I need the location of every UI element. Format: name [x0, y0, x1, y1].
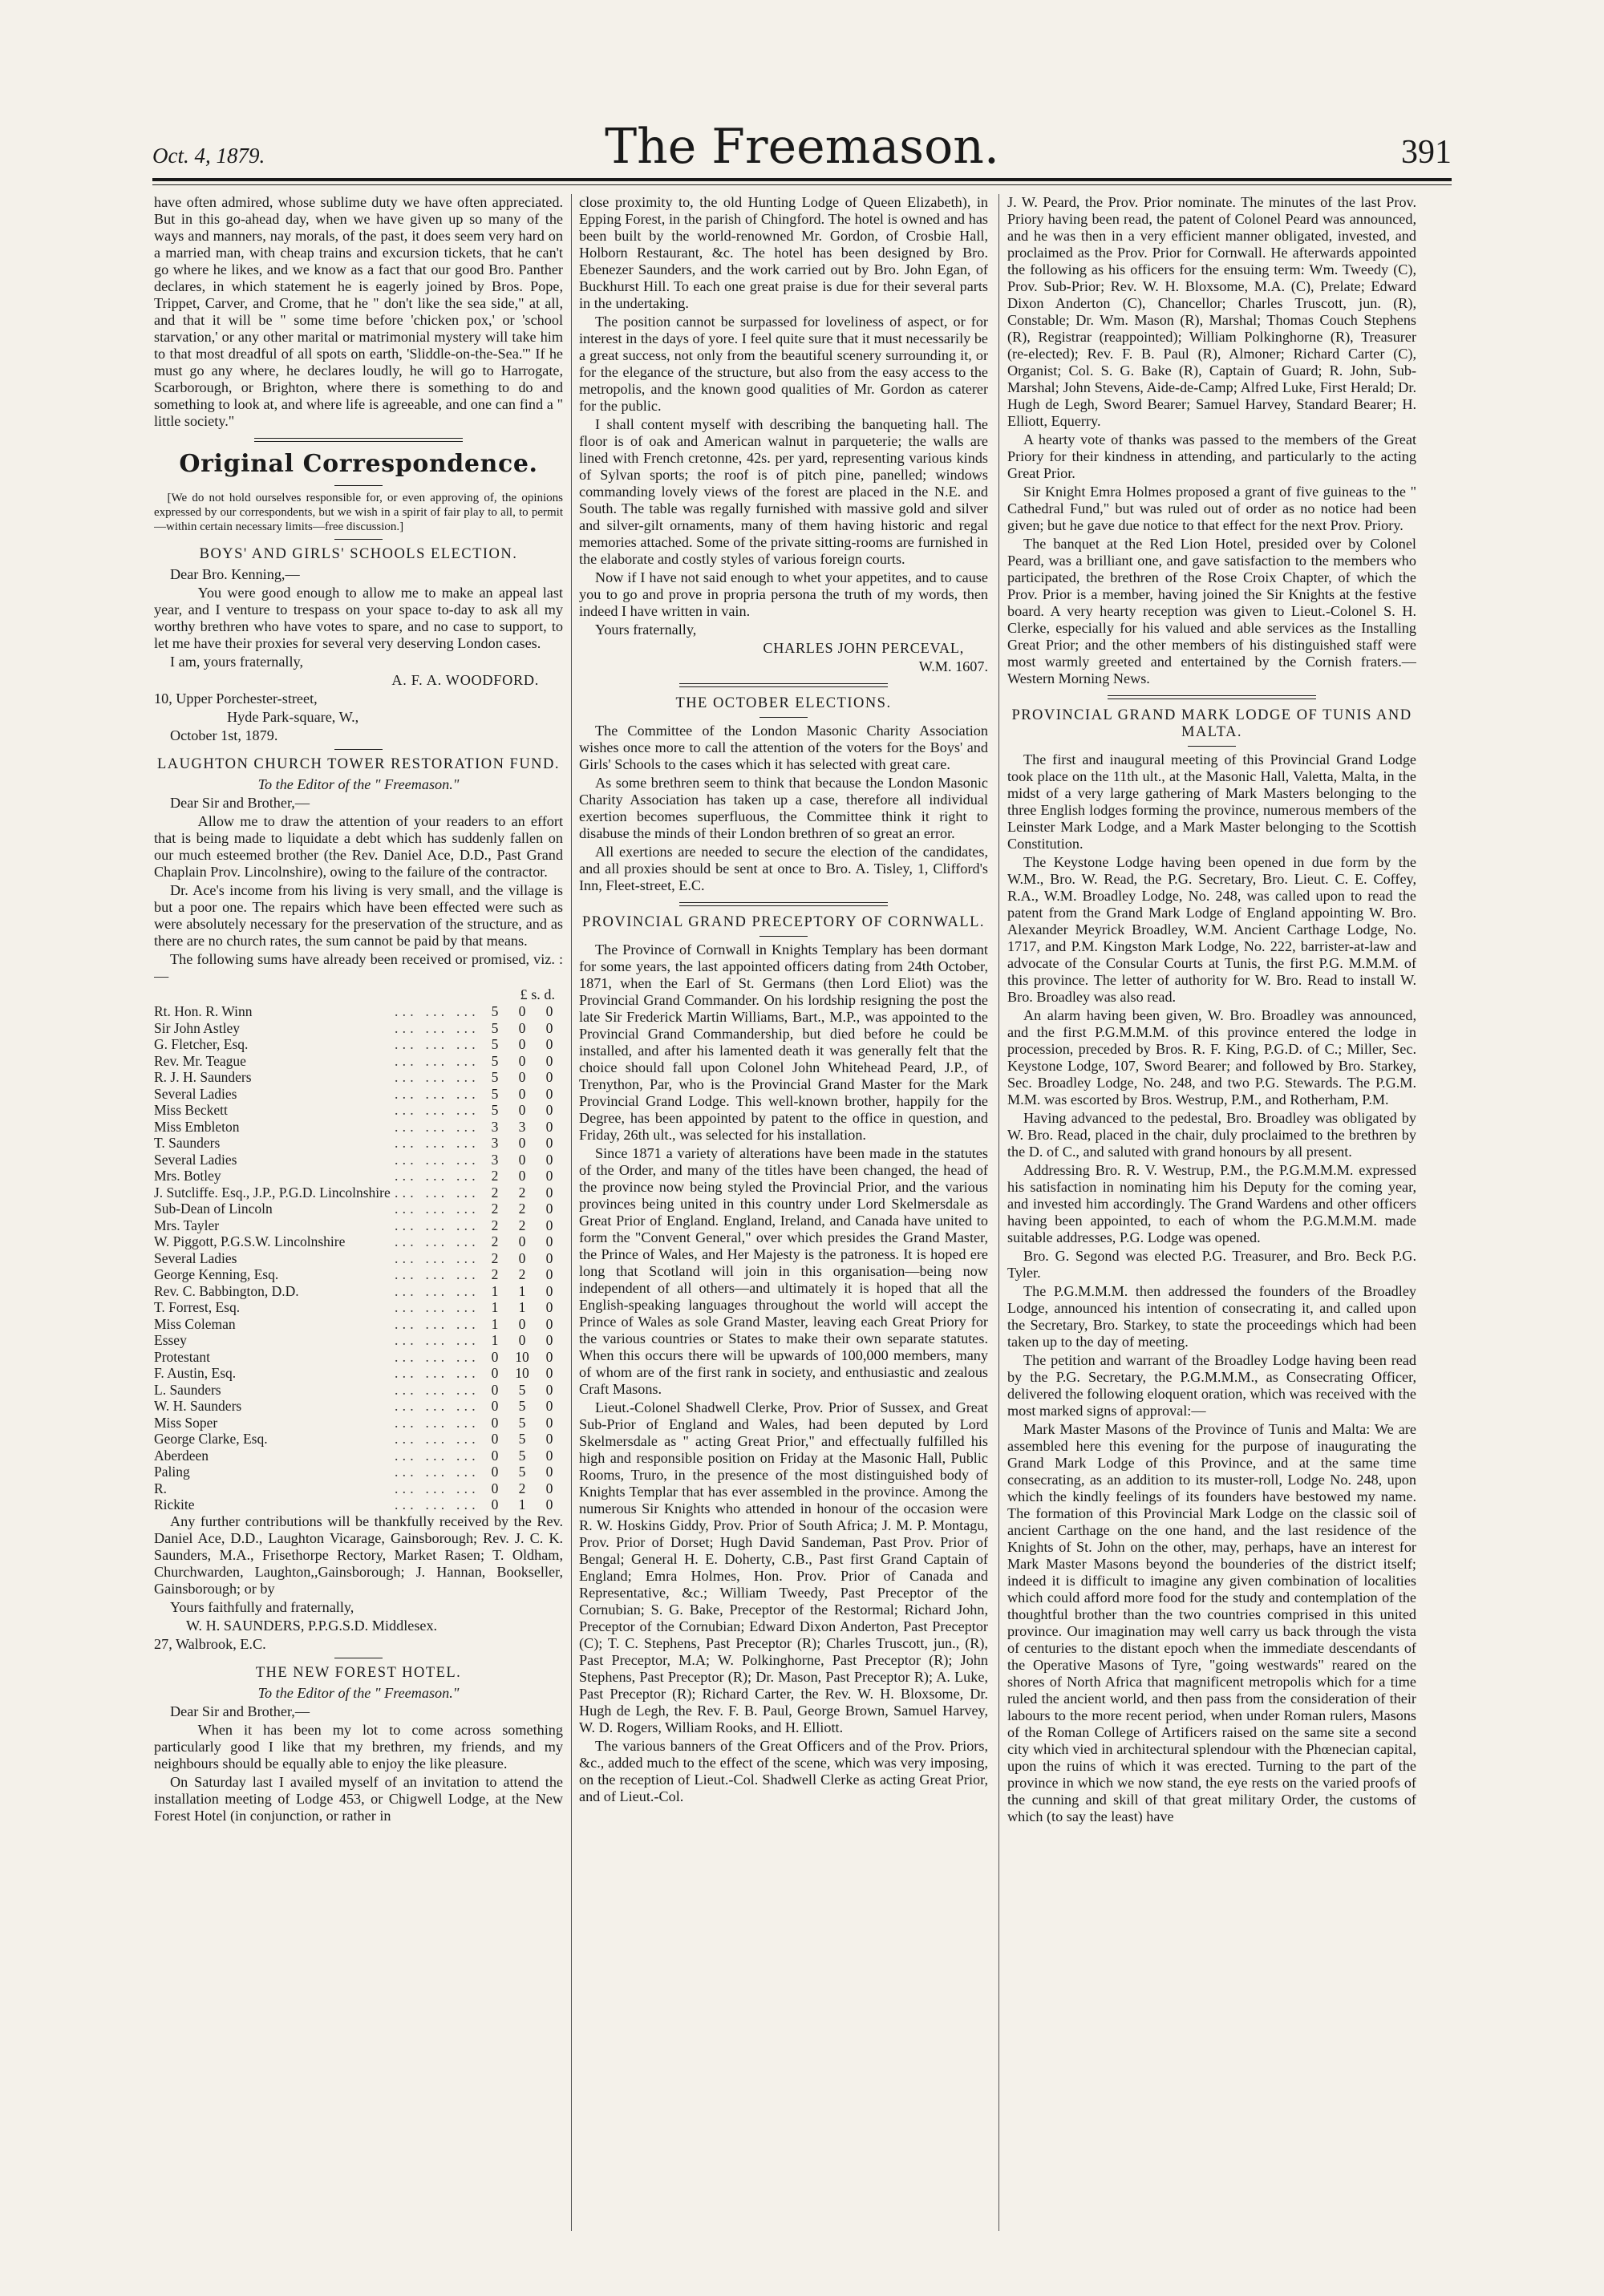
subscriber-name: T. Forrest, Esq.: [154, 1299, 241, 1315]
subscriber-name: Miss Coleman: [154, 1315, 236, 1332]
amount-shillings: 0: [518, 1085, 526, 1102]
subscriber-name: T. Saunders: [154, 1135, 221, 1151]
amount-pence: 0: [545, 1201, 553, 1217]
subscription-row: [154, 1069, 563, 1086]
amount-pence: 0: [545, 1249, 553, 1266]
masthead-rule: [152, 178, 1452, 181]
subscriber-name: Miss Embleton: [154, 1118, 240, 1135]
leader-dots: ... ... ...: [395, 1135, 480, 1151]
amount-pence: 0: [545, 1184, 553, 1201]
leader-dots: ... ... ...: [395, 1398, 480, 1414]
leader-dots: ... ... ...: [395, 1480, 480, 1496]
amount-shillings: 1: [518, 1282, 526, 1299]
amount-pounds: 1: [491, 1315, 499, 1332]
subscriber-name: Essey: [154, 1332, 187, 1348]
short-rule: [334, 485, 383, 486]
article-body: The Keystone Lodge having been opened in due form by the W.M., Bro. W. Read, the P.G. Secretary, Bro. Lieut. C. E. Coffey, R.A., W.M. Broadley Lodge, No. 248, was called upon to read the patent from the Grand Mark Lodge of England appointing W. Bro. Alexander Meyrick Broadley, W.M. Ancient Carthage Lodge, No. 1717, and P.M. Kingston Mark Lodge, No. 222, barrister-at-law and advocate of the Consular Courts at Tunis, the first P.G. M.M.M. of this province. The letter of authority for W. Bro. Read to install W. Bro. Broadley was also read.: [1007, 854, 1416, 1005]
subscription-row: [154, 1480, 563, 1497]
letter-body: Now if I have not said enough to whet your appetites, and to cause you to go and prove in propria persona the truth of my words, then indeed I have written in vain.: [579, 569, 988, 619]
subscription-row: [154, 1496, 563, 1513]
amount-pounds: 0: [491, 1348, 499, 1365]
short-rule: [759, 936, 808, 937]
amount-pounds: 2: [491, 1233, 499, 1249]
newspaper-title: The Freemason.: [605, 119, 999, 175]
column-divider: [571, 194, 572, 2231]
letter-body: On Saturday last I availed myself of an invitation to attend the installation meeting of Lodge 453, or Chigwell Lodge, at the New Forest Hotel (in conjunction, or rather in: [154, 1773, 563, 1824]
leader-dots: ... ... ...: [395, 1233, 480, 1249]
subscription-row: [154, 1233, 563, 1250]
amount-shillings: 0: [518, 1069, 526, 1085]
amount-pounds: 3: [491, 1151, 499, 1168]
leader-dots: ... ... ...: [395, 1052, 480, 1069]
letter-heading: BOYS' AND GIRLS' SCHOOLS ELECTION.: [199, 546, 518, 562]
subscription-row: [154, 1003, 563, 1020]
amount-pence: 0: [545, 1282, 553, 1299]
article-body: Sir Knight Emra Holmes proposed a grant of five guineas to the " Cathedral Fund," but was ruled out of order as no notice had been given; but he gave due notice to that effect for the next Prov. Priory.: [1007, 484, 1416, 533]
amount-pence: 0: [545, 1496, 553, 1512]
short-rule: [334, 749, 383, 750]
subscription-row: [154, 1036, 563, 1053]
amount-pounds: 0: [491, 1480, 499, 1496]
amount-pence: 0: [545, 1315, 553, 1332]
amount-pounds: 0: [491, 1381, 499, 1398]
leader-dots: ... ... ...: [395, 1019, 480, 1036]
subscription-row: [154, 1365, 563, 1382]
letter-salutation: Dear Sir and Brother,—: [170, 1703, 310, 1719]
subscriber-name: Protestant: [154, 1348, 210, 1365]
amount-pounds: 1: [491, 1282, 499, 1299]
amount-shillings: 1: [518, 1496, 526, 1512]
amount-shillings: 0: [518, 1332, 526, 1348]
amount-pounds: 3: [491, 1135, 499, 1151]
subscription-row: [154, 1168, 563, 1184]
amount-shillings: 0: [518, 1102, 526, 1118]
amount-pence: 0: [545, 1102, 553, 1118]
amount-pounds: 0: [491, 1447, 499, 1464]
subscription-row: [154, 1398, 563, 1415]
article-body: Addressing Bro. R. V. Westrup, P.M., the P.G.M.M.M. expressed his satisfaction in nominating him his Deputy for the coming year, and invested him accordingly. The Grand Wardens and other officers having been appointed, to each of whom the P.G.M.M.M. made suitable addresses, P.G. Lodge was opened.: [1007, 1162, 1416, 1245]
subscriber-name: Miss Soper: [154, 1414, 218, 1431]
amount-pounds: 5: [491, 1052, 499, 1069]
amount-pounds: 0: [491, 1398, 499, 1414]
amount-shillings: 2: [518, 1480, 526, 1496]
amount-shillings: 5: [518, 1398, 526, 1414]
letter-editor-line: To the Editor of the " Freemason.": [257, 776, 460, 792]
amount-pounds: 5: [491, 1019, 499, 1036]
letter-signature: W. H. SAUNDERS, P.P.G.S.D. Middlesex.: [186, 1617, 438, 1634]
amount-shillings: 5: [518, 1464, 526, 1480]
short-rule: [334, 539, 383, 540]
leader-dots: ... ... ...: [395, 1464, 480, 1480]
letter-closing: Yours fraternally,: [595, 622, 697, 638]
page-number: 391: [1401, 134, 1452, 171]
letter-body: The position cannot be surpassed for loveliness of aspect, or for interest in the days of yore. I feel quite sure that it must necessarily be a great success, not only from the beautiful scenery surrounding it, or for the elegance of the structure, but also from the easy access to the metropolis, and the known good qualities of Mr. Gordon as caterer for the public.: [579, 314, 988, 414]
short-rule: [1188, 746, 1236, 747]
amount-shillings: 10: [515, 1348, 529, 1365]
subscriber-name: Rickite: [154, 1496, 195, 1512]
amount-shillings: 0: [518, 1003, 526, 1019]
section-rule: [254, 438, 463, 442]
subscriber-name: W. Piggott, P.G.S.W. Lincolnshire: [154, 1233, 346, 1249]
article-body: The Province of Cornwall in Knights Templary has been dormant for some years, the last appointed officers dating from 24th October, 1871, when the Earl of St. Germans (then Lord Eliot) was the Provincial Grand Commander. On his lordship resigning the post the late Sir Frederick Martin Williams, Bart., M.P., was appointed to the Provincial Grand Commandership, but died before he could be installed, and after his lamented death it was generally felt that the choice should fall upon Colonel John Whitehead Peard, J.P., of Trenython, Par, who is the Provincial Grand Master for the Mark Provincial Grand Lodge. This well-known brother, happily for the Degree, has been appointed by patent to the office in question, and Friday, 26th ult., was selected for his installation.: [579, 941, 988, 1143]
letter-body: Allow me to draw the attention of your readers to an effort that is being made to liquidate a debt which has suddenly fallen on our much esteemed brother (the Rev. Daniel Ace, D.D., Past Grand Chaplain Prov. Lincolnshire), owing to the failure of the contractor.: [154, 813, 563, 880]
amount-pounds: 2: [491, 1266, 499, 1282]
letter-signature: A. F. A. WOODFORD.: [391, 672, 539, 688]
article-body: The petition and warrant of the Broadley Lodge having been read by the P.G. Secretary, the P.G.M.M.M., as Consecrating Officer, delivered the following eloquent oration, which was received with the most marked signs of approval:—: [1007, 1352, 1416, 1419]
subscriber-name: L. Saunders: [154, 1381, 221, 1398]
amount-shillings: 2: [518, 1184, 526, 1201]
amount-shillings: 10: [515, 1365, 529, 1381]
amount-pence: 0: [545, 1398, 553, 1414]
article-body: The banquet at the Red Lion Hotel, presided over by Colonel Peard, was a brilliant one, and gave satisfaction to the members who participated, the brethren of the Rose Croix Chapter, of which the Prov. Prior is a member, having joined the Sir Knights at the festive board. A very hearty reception was given to Lieut.-Colonel S. H. Clerke, especially for his valued and able services as the Installing Great Prior; and the other members of his distinguished staff were most warmly greeted and entertained by the Cornish fraters.—Western Morning News.: [1007, 536, 1416, 686]
letter-body: Dr. Ace's income from his living is very small, and the village is but a poor one. The repairs which have been effected were such as were absolutely necessary for the preservation of the structure, and as there are no church rates, the sum cannot be paid by that means.: [154, 882, 563, 949]
subscriber-name: Several Ladies: [154, 1151, 237, 1168]
amount-shillings: 5: [518, 1381, 526, 1398]
leader-dots: ... ... ...: [395, 1069, 480, 1085]
subscription-row: [154, 1415, 563, 1431]
article-heading: PROVINCIAL GRAND PRECEPTORY OF CORNWALL.: [581, 914, 986, 930]
leader-dots: ... ... ...: [395, 1414, 480, 1431]
masthead: [152, 112, 1452, 176]
leader-dots: ... ... ...: [395, 1036, 480, 1052]
subscriber-name: George Kenning, Esq.: [154, 1266, 279, 1282]
article-body: Since 1871 a variety of alterations have been made in the statutes of the Order, and many of the titles have been changed, the head of the province now being styled the Provincial Prior, and the various provinces being united in this country under Lord Skelmersdale as Great Prior of England. England, Ireland, and Canada have united to form the "Convent General," over which presides the Grand Master, the Prince of Wales, and Her Majesty is the patroness. It is hoped ere long that Scotland will join in this organisation—being now independent of all others—and ultimately it is hoped that all the English-speaking languages throughout the world will accept the Prince of Wales as sole Grand Master, leaving each Great Priory for the various countries or States to make their own separate statutes. When this occurs there will be upwards of 100,000 members, many of whom are of the first rank in society, and enthusiastic and zealous Craft Masons.: [579, 1145, 988, 1397]
letter-closing: Yours faithfully and fraternally,: [170, 1598, 354, 1615]
amount-pounds: 5: [491, 1003, 499, 1019]
subscription-row: [154, 1316, 563, 1333]
amount-pounds: 3: [491, 1118, 499, 1135]
subscriber-name: J. Sutcliffe. Esq., J.P., P.G.D. Lincolnshire: [154, 1184, 391, 1201]
leader-dots: ... ... ...: [395, 1184, 480, 1201]
subscriber-name: Sub-Dean of Lincoln: [154, 1201, 273, 1217]
amount-shillings: 5: [518, 1447, 526, 1464]
article-heading: THE OCTOBER ELECTIONS.: [675, 695, 892, 711]
subscriber-name: Sir John Astley: [154, 1019, 240, 1036]
letter-salutation: Dear Sir and Brother,—: [170, 795, 310, 811]
amount-pence: 0: [545, 1480, 553, 1496]
article-body: As some brethren seem to think that because the London Masonic Charity Association has taken up a case, therefore all individual exertion becomes superfluous, the Committee think it right to disabuse the minds of their London brethren of so great an error.: [579, 775, 988, 841]
section-rule: [679, 902, 888, 906]
amount-pence: 0: [545, 1365, 553, 1381]
amount-pounds: 0: [491, 1496, 499, 1512]
article-body: The first and inaugural meeting of this Provincial Grand Lodge took place on the 11th ult., at the Masonic Hall, Valetta, Malta, in the midst of a very large gathering of Mark Masters belonging to the three English lodges forming the province, numerous members of the Leinster Mark Lodge, and a Mark Master belonging to the Scottish Constitution.: [1007, 751, 1416, 852]
amount-pence: 0: [545, 1135, 553, 1151]
subscription-list: [154, 1003, 563, 1513]
amount-pounds: 2: [491, 1184, 499, 1201]
leader-dots: ... ... ...: [395, 1201, 480, 1217]
article-body: Mark Master Masons of the Province of Tunis and Malta: We are assembled here this evening for the purpose of inaugurating the Grand Mark Lodge of this Province, and at the same time consecrating, as an addition to its muster-roll, Lodge No. 248, upon which the kindly feelings of its founders have bestowed my name. The formation of this Provincial Mark Lodge on the classic soil of ancient Carthage on the one hand, and the last residence of the Knights of St. John on the other, may, perhaps, have an interest for Mark Master Masons beyond the bounderies of the district itself; indeed it is difficult to imagine any given combination of localities which could afford more food for the study and contemplation of the thoughtful brother than the two countries comprised in this united province. Our imagination may well carry us back through the vista of centuries to the distant epoch when the immediate descendants of the Operative Masons of Tyre, "going westwards" reared on the shores of North Africa that magnificent metropolis which for a time ruled the ancient world, and then pass from the consideration of their labours to the more recent period, when under Roman rulers, Masons of the Roman College of Artificers raised on the same site a second city which vied in architectural splendour with the Phœnecian capital, upon the ruins of which it was erected. Turning to the part of the province in which we now stand, the eye rests on the varied proofs of the cunning and skill of that great military Order, the customs of which (to say the least) have: [1007, 1421, 1416, 1824]
amount-shillings: 0: [518, 1052, 526, 1069]
amount-pence: 0: [545, 1266, 553, 1282]
subscription-row: [154, 1217, 563, 1234]
leader-dots: ... ... ...: [395, 1447, 480, 1464]
subscription-row: [154, 1201, 563, 1217]
letter-heading: LAUGHTON CHURCH TOWER RESTORATION FUND.: [157, 756, 560, 772]
amount-shillings: 0: [518, 1036, 526, 1052]
amount-pounds: 1: [491, 1299, 499, 1315]
subscription-row: [154, 1053, 563, 1070]
letter-address: 10, Upper Porchester-street,: [154, 690, 318, 707]
article-body: Having advanced to the pedestal, Bro. Broadley was obligated by W. Bro. Read, placed in the chair, duly proclaimed to the brethren by the D. of C., and saluted with grand honours by all present.: [1007, 1110, 1416, 1160]
amount-pence: 0: [545, 1217, 553, 1233]
amount-pounds: 1: [491, 1332, 499, 1348]
leader-dots: ... ... ...: [395, 1102, 480, 1118]
amount-pence: 0: [545, 1003, 553, 1019]
column-1: [154, 194, 563, 2231]
leader-dots: ... ... ...: [395, 1365, 480, 1381]
amount-pounds: 5: [491, 1085, 499, 1102]
amount-pence: 0: [545, 1332, 553, 1348]
amount-pence: 0: [545, 1019, 553, 1036]
article-body: The various banners of the Great Officers and of the Prov. Priors, &c., added much to the effect of the scene, which was very imposing, on the reception of Lieut.-Col. Shadwell Clerke as acting Great Prior, and of Lieut.-Col.: [579, 1738, 988, 1804]
amount-pounds: 5: [491, 1069, 499, 1085]
subscription-row: [154, 1299, 563, 1316]
amount-shillings: 5: [518, 1414, 526, 1431]
original-correspondence-heading: Original Correspondence.: [179, 450, 538, 478]
letter-heading: THE NEW FOREST HOTEL.: [255, 1664, 462, 1681]
leader-dots: ... ... ...: [395, 1217, 480, 1233]
article-body: Lieut.-Colonel Shadwell Clerke, Prov. Prior of Sussex, and Great Sub-Prior of England and Wales, had been deputed by Lord Skelmersdale as " acting Great Prior," and effectually fulfilled his high and responsible position on Friday at the Masonic Hall, Public Rooms, Truro, in the presence of the most distinguished body of Knights Templar that has ever assembled in the province. Among the numerous Sir Knights who attended in honour of the occasion were R. W. Hoskins Giddy, Prov. Prior of South Africa; J. M. P. Montagu, Prov. Prior of Dorset; Hugh David Sandeman, Past Prov. Prior of Bengal; General H. E. Doherty, C.B., Past first Grand Captain of England; Emra Holmes, Hon. Prov. Prior of Canada and Representative, &c.; William Tweedy, Past Preceptor of the Cornubian; S. G. Bake, Preceptor of the Restormal; Richard John, Preceptor of the Cornubian; Edward Dixon Anderton, Past Preceptor (C); T. C. Stephens, Past Preceptor (R); Charles Truscott, jun., (R), Past Preceptor, M.A; W. Polkinghorne, Past Preceptor (R); John Stephens, Past Preceptor (R); Dr. Mason, Past Preceptor R); A. Luke, Past Preceptor (R); Richard Carter, the Rev. W. H. Bloxsome, Dr. Hugh de Legh, the Rev. F. B. Paul, George Brown, Samuel Harvey, W. D. Rogers, William Rooks, and H. Elliott.: [579, 1399, 988, 1735]
amount-pence: 0: [545, 1069, 553, 1085]
article-body: An alarm having been given, W. Bro. Broadley was announced, and the first P.G.M.M.M. of this province entered the lodge in procession, preceded by Bros. R. F. King, P.G.D. of C.; Miller, Sec. Keystone Lodge, 107, Sword Bearer; and followed by Bro. Starkey, Sec. Broadley Lodge, No. 248, and two P.G. Stewards. The P.G.M. M.M. was escorted by Bros. Westrup, P.M., and Rotherham, P.M.: [1007, 1007, 1416, 1108]
subscription-row: [154, 1086, 563, 1103]
leader-dots: ... ... ...: [395, 1249, 480, 1266]
section-rule: [679, 683, 888, 687]
currency-header: £ s. d.: [520, 986, 555, 1002]
amount-pounds: 2: [491, 1201, 499, 1217]
article-body: The Committee of the London Masonic Charity Association wishes once more to call the attention of the voters for the Boys' and Girls' Schools to the cases which it has selected with great care.: [579, 723, 988, 772]
leader-dots: ... ... ...: [395, 1266, 480, 1282]
amount-pounds: 0: [491, 1464, 499, 1480]
amount-pounds: 2: [491, 1168, 499, 1184]
leader-dots: ... ... ...: [395, 1496, 480, 1512]
column-divider: [998, 194, 999, 2231]
amount-pence: 0: [545, 1168, 553, 1184]
amount-pounds: 0: [491, 1414, 499, 1431]
letter-address: 27, Walbrook, E.C.: [154, 1635, 266, 1652]
amount-shillings: 1: [518, 1299, 526, 1315]
amount-pence: 0: [545, 1052, 553, 1069]
column-3: [1007, 194, 1416, 2231]
subscription-row: [154, 1349, 563, 1366]
amount-pounds: 2: [491, 1249, 499, 1266]
letter-editor-line: To the Editor of the " Freemason.": [257, 1684, 460, 1701]
amount-pounds: 5: [491, 1036, 499, 1052]
subscriber-name: Rev. Mr. Teague: [154, 1052, 246, 1069]
amount-pence: 0: [545, 1085, 553, 1102]
subscriber-name: G. Fletcher, Esq.: [154, 1036, 249, 1052]
amount-pence: 0: [545, 1151, 553, 1168]
amount-shillings: 3: [518, 1118, 526, 1135]
leader-dots: ... ... ...: [395, 1315, 480, 1332]
section-rule: [1108, 695, 1316, 699]
subscription-row: [154, 1102, 563, 1119]
amount-shillings: 2: [518, 1217, 526, 1233]
letter-body: The following sums have already been received or promised, viz. :—: [154, 951, 563, 984]
leader-dots: ... ... ...: [395, 1003, 480, 1019]
letter-body: When it has been my lot to come across something particularly good I like that my brethren, my friends, and my neighbours should be equally able to enjoy the like pleasure.: [154, 1721, 563, 1772]
issue-date: Oct. 4, 1879.: [152, 144, 265, 168]
amount-pence: 0: [545, 1299, 553, 1315]
editorial-disclaimer: [We do not hold ourselves responsible for, or even approving of, the opinions expressed by our correspondents, but we wish in a spirit of fair play to all, to permit—within certain necessary limits—free discussion.]: [154, 492, 563, 533]
leader-dots: ... ... ...: [395, 1151, 480, 1168]
amount-shillings: 0: [518, 1315, 526, 1332]
amount-pence: 0: [545, 1348, 553, 1365]
leader-dots: ... ... ...: [395, 1085, 480, 1102]
amount-pence: 0: [545, 1381, 553, 1398]
amount-shillings: 0: [518, 1151, 526, 1168]
leader-dots: ... ... ...: [395, 1381, 480, 1398]
amount-pence: 0: [545, 1464, 553, 1480]
subscriber-name: R. J. H. Saunders: [154, 1069, 252, 1085]
amount-shillings: 0: [518, 1168, 526, 1184]
amount-shillings: 5: [518, 1431, 526, 1447]
article-body: A hearty vote of thanks was passed to the members of the Great Priory for their kindness in attending, and particularly to the acting Great Prior.: [1007, 431, 1416, 481]
amount-shillings: 2: [518, 1201, 526, 1217]
subscription-row: [154, 1448, 563, 1464]
amount-pounds: 0: [491, 1365, 499, 1381]
amount-shillings: 0: [518, 1019, 526, 1036]
subscription-row: [154, 1135, 563, 1152]
column-2: [579, 194, 988, 2231]
subscription-row: [154, 1020, 563, 1037]
subscription-row: [154, 1382, 563, 1399]
letter-date: October 1st, 1879.: [170, 727, 278, 743]
article-body: The P.G.M.M.M. then addressed the founders of the Broadley Lodge, announced his intention of consecrating it, and called upon the Secretary, Bro. Starkey, to state the proceedings which had been taken up to the day of meeting.: [1007, 1283, 1416, 1350]
leader-dots: ... ... ...: [395, 1118, 480, 1135]
subscriber-name: George Clarke, Esq.: [154, 1431, 268, 1447]
subscriber-name: Miss Beckett: [154, 1102, 228, 1118]
subscription-row: [154, 1184, 563, 1201]
amount-pence: 0: [545, 1233, 553, 1249]
article-body: J. W. Peard, the Prov. Prior nominate. The minutes of the last Prov. Priory having been read, the patent of Colonel Peard was announced, and he was then in a very efficient manner obligated, invested, and proclaimed as the Prov. Prior for Cornwall. He afterwards appointed the following as his officers for the ensuing term: Wm. Tweedy (C), Prov. Sub-Prior; Rev. W. H. Bloxsome, M.A. (C), Prelate; Edward Dixon Anderton (C), Chancellor; Charles Truscott, jun. (R), Constable; Dr. Wm. Mason (R), Marshal; Thomas Couch Stephens (R), Registrar (reappointed); William Polkinghorne (R), Treasurer (re-elected); Rev. F. B. Paul (R), Almoner; Richard Carter (C), Organist; Col. S. G. Bake (R), Captain of Guard; R. John, Sub-Marshal; John Stevens, Aide-de-Camp; Alfred Luke, First Herald; Dr. Hugh de Legh, Sword Bearer; Samuel Harvey, Standard Bearer; H. Elliott, Equerry.: [1007, 194, 1416, 429]
masthead-rule-thin: [152, 184, 1452, 185]
amount-pence: 0: [545, 1431, 553, 1447]
subscriber-name: Rev. C. Babbington, D.D.: [154, 1282, 299, 1299]
letter-salutation: Dear Bro. Kenning,—: [170, 566, 300, 582]
amount-pence: 0: [545, 1118, 553, 1135]
letter-body: close proximity to, the old Hunting Lodge of Queen Elizabeth), in Epping Forest, in the parish of Chingford. The hotel is owned and has been built by the world-renowned Mr. Gordon, of Crosbie Hall, Holborn Restaurant, &c. The hotel has been designed by Bro. Ebenezer Saunders, and the work carried out by Bro. John Egan, of Buckhurst Hill. To each one great praise is due for their several parts in the undertaking.: [579, 194, 988, 311]
article-continuation: have often admired, whose sublime duty we have often appreciated. But in this go-ahead day, when we have given up so many of the ways and manners, nay morals, of the past, it does seem very hard on a married man, with cheap trains and excursion tickets, that he can't go where he likes, and we know as a fact that our good Bro. Panther declares, in which statement he is eagerly joined by Bros. Pope, Trippet, Carver, and Crome, that he " don't like the sea side," at all, and that it will be " some time before 'chicken pox,' or 'school starvation,' or any other marital or matrimonial mystery will take him to that most dreadful of all spots on earth, 'Sliddle-on-the-Sea.'" If he must go any where, he declares loudly, he will go to Harrogate, Scarborough, or Brighton, where there is something to do and something to look at, and where life is agreeable, and one can find a " little society.": [154, 194, 563, 429]
amount-pounds: 0: [491, 1431, 499, 1447]
article-body: Bro. G. Segond was elected P.G. Treasurer, and Bro. Beck P.G. Tyler.: [1007, 1248, 1416, 1281]
leader-dots: ... ... ...: [395, 1168, 480, 1184]
subscriber-name: Mrs. Botley: [154, 1168, 221, 1184]
leader-dots: ... ... ...: [395, 1431, 480, 1447]
subscriber-name: Several Ladies: [154, 1085, 237, 1102]
leader-dots: ... ... ...: [395, 1332, 480, 1348]
letter-signature: W.M. 1607.: [918, 658, 988, 674]
amount-pounds: 2: [491, 1217, 499, 1233]
letter-signature: CHARLES JOHN PERCEVAL,: [763, 640, 964, 656]
amount-pence: 0: [545, 1447, 553, 1464]
amount-shillings: 0: [518, 1135, 526, 1151]
amount-shillings: 0: [518, 1233, 526, 1249]
subscriber-name: Aberdeen: [154, 1447, 209, 1464]
amount-shillings: 0: [518, 1249, 526, 1266]
amount-shillings: 2: [518, 1266, 526, 1282]
letter-body: You were good enough to allow me to make an appeal last year, and I venture to trespass on your space to-day to ask all my worthy brethren who have votes to spare, and no case to support, to let me have their proxies for several very deserving London cases.: [154, 585, 563, 651]
subscription-row: [154, 1464, 563, 1480]
article-heading: PROVINCIAL GRAND MARK LODGE OF TUNIS AND MALTA.: [1011, 707, 1412, 740]
subscriber-name: Several Ladies: [154, 1249, 237, 1266]
subscriber-name: Mrs. Tayler: [154, 1217, 220, 1233]
short-rule: [759, 717, 808, 718]
subscription-row: [154, 1283, 563, 1300]
subscription-row: [154, 1152, 563, 1168]
subscription-row: [154, 1266, 563, 1283]
subscription-row: [154, 1119, 563, 1136]
letter-closing: I am, yours fraternally,: [170, 654, 303, 670]
subscriber-name: R.: [154, 1480, 168, 1496]
subscription-row: [154, 1332, 563, 1349]
subscriber-name: Rt. Hon. R. Winn: [154, 1003, 253, 1019]
leader-dots: ... ... ...: [395, 1299, 480, 1315]
letter-address: Hyde Park-square, W.,: [227, 709, 359, 725]
amount-pence: 0: [545, 1036, 553, 1052]
leader-dots: ... ... ...: [395, 1282, 480, 1299]
subscription-row: [154, 1431, 563, 1448]
leader-dots: ... ... ...: [395, 1348, 480, 1365]
letter-body: I shall content myself with describing the banqueting hall. The floor is of oak and American walnut in parqueterie; the walls are lined with French cretonne, 42s. per yard, representing various kinds of Sylvan sports; the roof is of pitch pine, panelled; windows commanding lovely views of the forest are placed in the N.E. and South. The table was regally furnished with massive gold and silver and silver-gilt ornaments, many of them having historic and regal memories attached. Some of the private sitting-rooms are furnished in the elaborate and costly styles of various foreign courts.: [579, 416, 988, 567]
amount-pence: 0: [545, 1414, 553, 1431]
article-body: All exertions are needed to secure the election of the candidates, and all proxies should be sent at once to Bro. A. Tisley, 1, Clifford's Inn, Fleet-street, E.C.: [579, 844, 988, 893]
letter-body: Any further contributions will be thankfully received by the Rev. Daniel Ace, D.D., Laughton Vicarage, Gainsborough; Rev. J. C. K. Saunders, M.A., Frisethorpe Rectory, Market Rasen; T. Oldham, Churchwarden, Laughton,,Gainsborough; J. Hannan, Bookseller, Gainsborough; or by: [154, 1512, 563, 1597]
subscriber-name: Paling: [154, 1464, 190, 1480]
subscriber-name: W. H. Saunders: [154, 1398, 242, 1414]
amount-pounds: 5: [491, 1102, 499, 1118]
subscription-row: [154, 1250, 563, 1267]
subscriber-name: F. Austin, Esq.: [154, 1365, 237, 1381]
